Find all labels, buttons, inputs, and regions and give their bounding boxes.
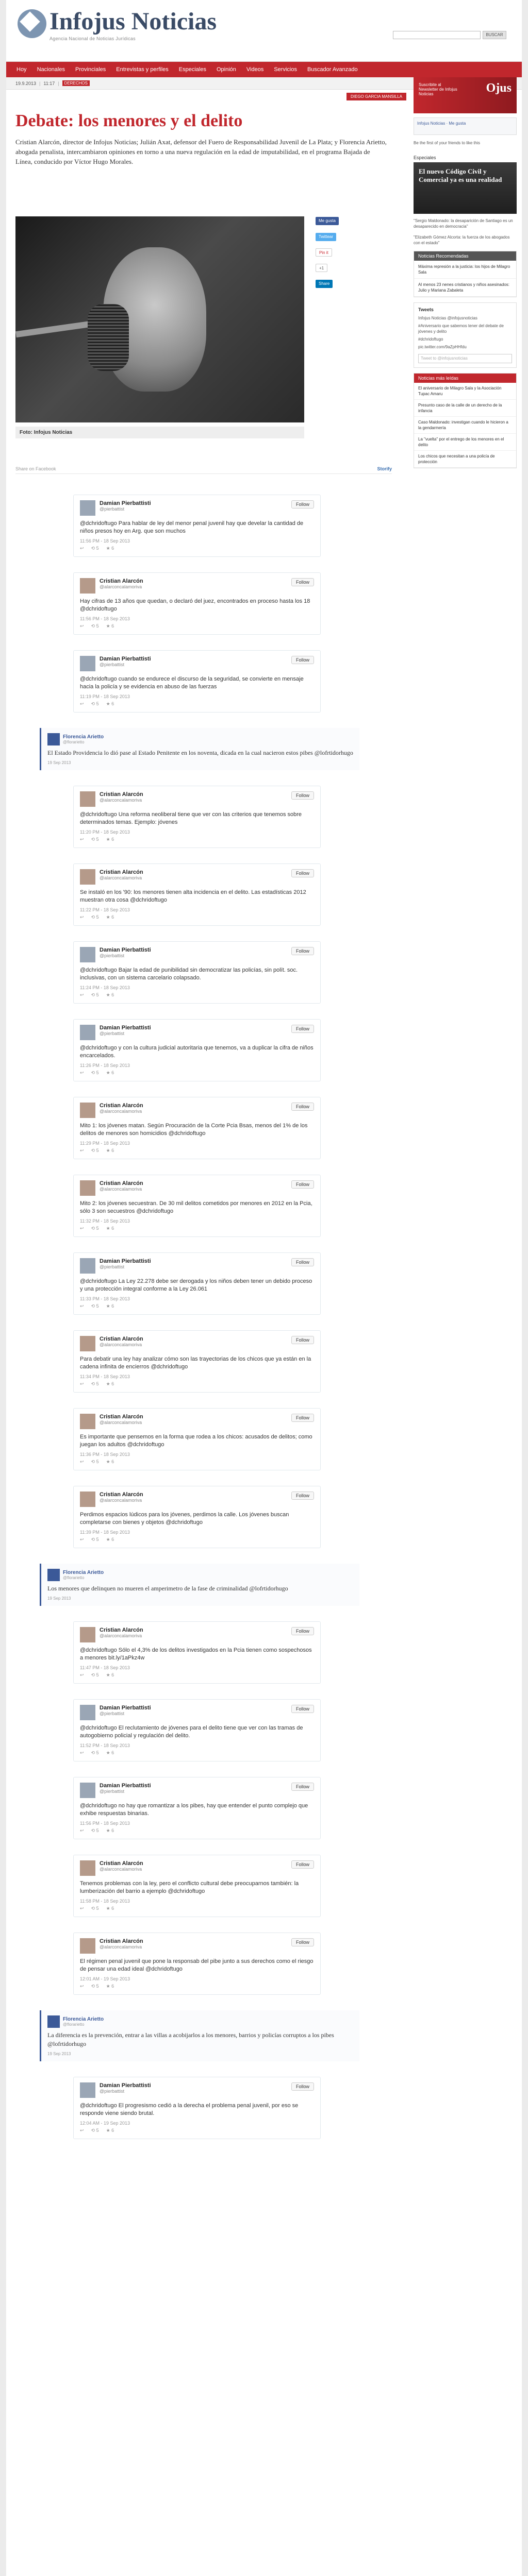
tweet-author[interactable]: Cristian Alarcón [100, 1103, 143, 1109]
tweet-time[interactable]: 11:29 PM - 18 Sep 2013 [80, 1141, 130, 1146]
favorite-icon[interactable]: ★ 6 [106, 1226, 114, 1231]
tweet-author[interactable]: Cristian Alarcón [100, 578, 143, 584]
avatar[interactable] [80, 578, 95, 594]
follow-button[interactable]: Follow [291, 1336, 314, 1344]
avatar[interactable] [80, 1103, 95, 1118]
follow-button[interactable]: Follow [291, 578, 314, 586]
site-header [6, 0, 522, 62]
favorite-icon[interactable]: ★ 6 [106, 914, 114, 920]
tweet-time[interactable]: 11:58 PM - 18 Sep 2013 [80, 1899, 130, 1904]
tweet-card [73, 572, 321, 635]
avatar[interactable] [80, 869, 95, 885]
reply-icon[interactable]: ↩ [80, 837, 84, 842]
tweet-handle[interactable]: @alarconcalamoriva [100, 1342, 142, 1347]
avatar[interactable] [80, 500, 95, 516]
avatar[interactable] [80, 947, 95, 962]
microphone-icon [88, 304, 129, 371]
reply-icon[interactable]: ↩ [80, 1148, 84, 1153]
follow-button[interactable]: Follow [291, 1783, 314, 1791]
retweet-icon[interactable]: ⟲ 5 [91, 2128, 99, 2133]
retweet-icon[interactable]: ⟲ 5 [91, 1984, 99, 1989]
twitter-widget-item[interactable]: #dchridoftugo [418, 337, 443, 342]
retweet-icon[interactable]: ⟲ 5 [91, 1906, 99, 1911]
tweet-author[interactable]: Cristian Alarcón [100, 1414, 143, 1420]
twitter-widget-item[interactable]: Infojus Noticias @infojusnoticias [418, 316, 477, 320]
avatar[interactable] [47, 2015, 60, 2028]
tweet-author[interactable]: Cristian Alarcón [100, 1627, 143, 1633]
linkedin-button[interactable]: Share [316, 280, 333, 288]
post-text: Los menores que delinquen no mueren el amperimetro de la fase de criminalidad @lofrtidorhugo [47, 1585, 288, 1592]
nav-item[interactable]: Provinciales [75, 66, 106, 73]
newsletter-banner[interactable] [414, 77, 517, 113]
follow-button[interactable]: Follow [291, 791, 314, 800]
facebook-promo: Be the first of your friends to like this [414, 141, 480, 145]
favorite-icon[interactable]: ★ 6 [106, 1750, 114, 1755]
reply-icon[interactable]: ↩ [80, 1070, 84, 1075]
logo-text: Infojus Noticias [50, 8, 217, 35]
tweet-handle[interactable]: @alarconcalamoriva [100, 875, 142, 880]
pinterest-button[interactable]: Pin it [316, 248, 332, 257]
tweet-text: @dchridoftugo Sólo el 4,3% de los delitos investigados en la Pcia tienen como sospechosos a menores bit.ly/1aPkz4w [80, 1647, 312, 1661]
tweet-time[interactable]: 11:56 PM - 18 Sep 2013 [80, 538, 130, 544]
reply-icon[interactable]: ↩ [80, 914, 84, 920]
tweet-card [73, 1933, 321, 1995]
follow-button[interactable]: Follow [291, 500, 314, 509]
reply-icon[interactable]: ↩ [80, 1303, 84, 1309]
avatar[interactable] [80, 1783, 95, 1798]
facebook-like-button[interactable]: Me gusta [316, 217, 339, 225]
site-logo[interactable] [18, 9, 217, 41]
post-text: El Estado Providencia lo dió pase al Estado Penitente en los noventa, dicada en la cual nacieron estos pibes @lofrtidorhugo [47, 749, 353, 756]
favorite-icon[interactable]: ★ 6 [106, 2128, 114, 2133]
avatar[interactable] [80, 791, 95, 807]
favorite-icon[interactable]: ★ 6 [106, 1148, 114, 1153]
avatar[interactable] [80, 1336, 95, 1351]
tweet-handle[interactable]: @pierbattist [100, 1789, 125, 1794]
especiales-title: El nuevo Código Civil y Comercial ya es una realidad [419, 167, 502, 183]
retweet-icon[interactable]: ⟲ 5 [91, 623, 99, 629]
favorite-icon[interactable]: ★ 6 [106, 1381, 114, 1386]
follow-button[interactable]: Follow [291, 1025, 314, 1033]
retweet-icon[interactable]: ⟲ 5 [91, 1070, 99, 1075]
retweet-icon[interactable]: ⟲ 5 [91, 1828, 99, 1833]
retweet-icon[interactable]: ⟲ 5 [91, 837, 99, 842]
reply-icon[interactable]: ↩ [80, 701, 84, 706]
tweet-author[interactable]: Damian Pierbattisti [100, 947, 151, 953]
author-badge[interactable]: DIEGO GARCIA MANSILLA [346, 93, 406, 100]
article-lead: Cristian Alarcón, director de Infojus Noticias; Julián Axat, defensor del Fuero de Responsabilidad Juvenil de La Plata; y Florencia Arietto, abogada penalista, intercambiaron opiniones en torno a una nueva regulación en la edad de imputabilidad, en el programa Bajada de Línea, conducido por Víctor Hugo Morales. [15, 138, 387, 165]
tweet-text: @dchridoftugo Para hablar de ley del menor penal juvenil hay que develar la cantidad de niños presos hoy en Arg. que son muchos [80, 520, 304, 534]
tweet-time[interactable]: 11:19 PM - 18 Sep 2013 [80, 694, 130, 699]
nav-item[interactable]: Buscador Avanzado [307, 66, 358, 73]
especiales-card[interactable] [414, 162, 517, 214]
tweet-author[interactable]: Damian Pierbattisti [100, 1025, 151, 1031]
facebook-widget[interactable] [414, 117, 517, 135]
follow-button[interactable]: Follow [291, 1103, 314, 1111]
nav-item[interactable]: Entrevistas y perfiles [116, 66, 169, 73]
tweet-time[interactable]: 11:52 PM - 18 Sep 2013 [80, 1743, 130, 1748]
favorite-icon[interactable]: ★ 6 [106, 623, 114, 629]
tweet-handle[interactable]: @alarconcalamoriva [100, 584, 142, 589]
storify-story [47, 495, 353, 2155]
tweet-card [73, 1855, 321, 1917]
post-text: La diferencia es la prevención, entrar a las villas a acobijarlos a los menores, barrios y policías corruptos a los pibes @lofrtidorhugo [47, 2031, 334, 2047]
tweet-author[interactable]: Cristian Alarcón [100, 1492, 143, 1498]
retweet-icon[interactable]: ⟲ 5 [91, 914, 99, 920]
tweet-author[interactable]: Damian Pierbattisti [100, 2082, 151, 2089]
storify-logo[interactable]: Storify [377, 466, 392, 471]
most-read-item[interactable]: Presunto caso de la calle de un derecho de la infancia [414, 400, 516, 417]
tweet-time[interactable]: 11:26 PM - 18 Sep 2013 [80, 1063, 130, 1068]
tweet-author[interactable]: Cristian Alarcón [100, 869, 143, 875]
storify-share-link[interactable]: Share on Facebook [15, 466, 56, 471]
facebook-post [40, 728, 359, 770]
tweet-text: @dchridoftugo El reclutamiento de jóvenes para el delito tiene que ver con las tramas de autogobierno policial y regulación del delito. [80, 1725, 303, 1739]
avatar[interactable] [80, 2082, 95, 2098]
tweet-card [73, 1777, 321, 1839]
twitter-widget-title: Tweets [418, 307, 434, 312]
tweet-text: Perdimos espacios lúdicos para los jóvenes, perdimos la calle. Los jóvenes buscan completarse con bienes y objetos @dchridoftugo [80, 1512, 289, 1526]
twitter-widget-item[interactable]: pic.twitter.com/9aZpHHfdu [418, 345, 467, 349]
tweet-author[interactable]: Damian Pierbattisti [100, 500, 151, 506]
follow-button[interactable]: Follow [291, 1258, 314, 1266]
avatar[interactable] [80, 656, 95, 671]
nav-item[interactable]: Especiales [178, 66, 206, 73]
retweet-icon[interactable]: ⟲ 5 [91, 546, 99, 551]
post-author[interactable]: Florencia Arietto [63, 2016, 104, 2022]
reply-icon[interactable]: ↩ [80, 623, 84, 629]
favorite-icon[interactable]: ★ 6 [106, 1672, 114, 1677]
tweet-card [73, 786, 321, 848]
tweet-time[interactable]: 11:36 PM - 18 Sep 2013 [80, 1452, 130, 1457]
tweet-handle[interactable]: @alarconcalamoriva [100, 1420, 142, 1425]
tweet-card [73, 650, 321, 713]
retweet-icon[interactable]: ⟲ 5 [91, 1303, 99, 1309]
most-read-title: Noticias más leídas [414, 374, 516, 383]
tweet-author[interactable]: Damian Pierbattisti [100, 1783, 151, 1789]
follow-button[interactable]: Follow [291, 869, 314, 877]
storify-header [15, 464, 392, 474]
follow-button[interactable]: Follow [291, 1860, 314, 1869]
tweet-text: @dchridoftugo La Ley 22.278 debe ser derogada y los niños deben tener un debido proceso y una protección integral conforme a la Ley 26.061 [80, 1278, 312, 1292]
facebook-post [40, 1564, 359, 1606]
facebook-post [40, 2010, 359, 2061]
tweet-time[interactable]: 11:47 PM - 18 Sep 2013 [80, 1665, 130, 1670]
social-share [316, 216, 372, 295]
related-link[interactable]: "Elizabeth Gómez Alcorta: la fuerza de los abogados con el estado" [414, 235, 510, 245]
tweet-handle[interactable]: @pierbattist [100, 1031, 125, 1036]
reply-icon[interactable]: ↩ [80, 2128, 84, 2133]
tweet-time[interactable]: 11:56 PM - 18 Sep 2013 [80, 616, 130, 621]
reply-icon[interactable]: ↩ [80, 1750, 84, 1755]
nav-item[interactable]: Hoy [16, 66, 27, 73]
tweet-author[interactable]: Cristian Alarcón [100, 1860, 143, 1867]
gplus-button[interactable]: +1 [316, 264, 327, 272]
search-input[interactable] [393, 31, 481, 39]
search-button[interactable]: BUSCAR [483, 31, 506, 39]
tweet-text: @dchridoftugo no hay que romantizar a los pibes, hay que entender el punto complejo que exhibe respuestas binarias. [80, 1803, 308, 1817]
follow-button[interactable]: Follow [291, 1627, 314, 1635]
main-nav [6, 62, 522, 77]
tweet-time[interactable]: 11:33 PM - 18 Sep 2013 [80, 1296, 130, 1301]
tweet-card [73, 1621, 321, 1684]
article-photo [15, 216, 304, 422]
most-read [414, 373, 517, 468]
tweet-card [73, 1408, 321, 1470]
section-badge[interactable]: DERECHOS [62, 80, 90, 86]
tweet-text: @dchridoftugo Bajar la edad de punibilidad sin democratizar las policías, sin polít. soc. inclusivas, con un sistema carcelario colapsado. [80, 967, 298, 981]
twitter-widget [414, 302, 517, 368]
tweet-handle[interactable]: @pierbattist [100, 506, 125, 512]
avatar[interactable] [80, 1705, 95, 1720]
avatar[interactable] [47, 1569, 60, 1581]
tweet-time[interactable]: 11:20 PM - 18 Sep 2013 [80, 829, 130, 835]
page [6, 0, 522, 2576]
favorite-icon[interactable]: ★ 6 [106, 837, 114, 842]
tweet-author[interactable]: Damian Pierbattisti [100, 1258, 151, 1264]
follow-button[interactable]: Follow [291, 1414, 314, 1422]
follow-button[interactable]: Follow [291, 2082, 314, 2091]
tweet-text: Para debatir una ley hay analizar cómo son las trayectorias de los chicos que ya están en la cadena infinita de encierros @dchridoftugo [80, 1356, 311, 1370]
tweet-author[interactable]: Cristian Alarcón [100, 1336, 143, 1342]
favorite-icon[interactable]: ★ 6 [106, 546, 114, 551]
reply-icon[interactable]: ↩ [80, 1906, 84, 1911]
favorite-icon[interactable]: ★ 6 [106, 1537, 114, 1542]
post-time[interactable]: 19 Sep 2013 [47, 760, 71, 765]
tweet-text: @dchridoftugo cuando se endurece el discurso de la seguridad, se convierte en mensaje hacia la policía y se evidencia en abuso de las fuerzas [80, 676, 304, 690]
logo-tagline: Agencia Nacional de Noticias Jurídicas [50, 36, 136, 41]
tweet-text: @dchridoftugo y con la cultura judicial autoritaria que tenemos, va a duplicar la cifra de niños encarcelados. [80, 1045, 314, 1059]
most-read-item[interactable]: Los chicos que necesitan a una policía de protección [414, 451, 516, 468]
post-author[interactable]: Florencia Arietto [63, 1570, 104, 1575]
reply-icon[interactable]: ↩ [80, 1226, 84, 1231]
retweet-icon[interactable]: ⟲ 5 [91, 1750, 99, 1755]
tweet-card [73, 1175, 321, 1237]
favorite-icon[interactable]: ★ 6 [106, 1984, 114, 1989]
tweet-handle[interactable]: @alarconcalamoriva [100, 1187, 142, 1192]
follow-button[interactable]: Follow [291, 1938, 314, 1946]
tweet-author[interactable]: Damian Pierbattisti [100, 1705, 151, 1711]
tweet-card [73, 1097, 321, 1159]
related-link[interactable]: "Sergio Maldonado: la desaparición de Santiago es un desaparecido en democracia" [414, 218, 513, 229]
photo-caption: Foto: Infojus Noticias [15, 427, 304, 438]
article-meta: 19.9.2013 | 11:17 | DERECHOS [6, 77, 522, 90]
favorite-icon[interactable]: ★ 6 [106, 992, 114, 997]
tweet-author[interactable]: Cristian Alarcón [100, 1938, 143, 1944]
avatar[interactable] [80, 1492, 95, 1507]
tweet-handle[interactable]: @pierbattist [100, 662, 125, 667]
favorite-icon[interactable]: ★ 6 [106, 1459, 114, 1464]
reply-icon[interactable]: ↩ [80, 1828, 84, 1833]
tweet-card [73, 1699, 321, 1761]
article-time: 11:17 [43, 80, 55, 86]
nav-item[interactable]: Videos [246, 66, 264, 73]
nav-item[interactable]: Opinión [216, 66, 236, 73]
article-main [15, 111, 407, 166]
tweet-card [73, 495, 321, 557]
twitter-widget-item: #Aniversario que sabemos tener del debate de jóvenes y delito [418, 324, 504, 334]
avatar[interactable] [80, 1627, 95, 1642]
tweet-handle[interactable]: @alarconcalamoriva [100, 1633, 142, 1638]
tweet-time[interactable]: 11:34 PM - 18 Sep 2013 [80, 1374, 130, 1379]
avatar[interactable] [80, 1258, 95, 1274]
retweet-icon[interactable]: ⟲ 5 [91, 1381, 99, 1386]
recommended-title: Noticias Recomendadas [414, 251, 516, 261]
tweet-text: Se instaló en los '90: los menores tienen alta incidencia en el delito. Las estadísticas 2012 muestran otra cosa @dchridoftugo [80, 889, 306, 903]
retweet-icon[interactable]: ⟲ 5 [91, 1537, 99, 1542]
tweet-handle[interactable]: @pierbattist [100, 2089, 125, 2094]
follow-button[interactable]: Follow [291, 1492, 314, 1500]
tweet-author[interactable]: Damian Pierbattisti [100, 656, 151, 662]
sidebar [414, 77, 517, 468]
tweet-handle[interactable]: @alarconcalamoriva [100, 1867, 142, 1872]
avatar[interactable] [80, 1938, 95, 1954]
retweet-icon[interactable]: ⟲ 5 [91, 1148, 99, 1153]
reply-icon[interactable]: ↩ [80, 1537, 84, 1542]
tweet-time[interactable]: 12:04 AM - 19 Sep 2013 [80, 2121, 130, 2126]
avatar[interactable] [80, 1025, 95, 1040]
logo-icon [18, 9, 46, 38]
post-handle[interactable]: @florarietto [63, 740, 85, 744]
tweet-handle[interactable]: @alarconcalamoriva [100, 798, 142, 803]
reply-icon[interactable]: ↩ [80, 1459, 84, 1464]
tweet-card [73, 1486, 321, 1548]
tweet-text: Tenemos problemas con la ley, pero el conflicto cultural debe preocuparnos también: la lumberización del barrio a ejemplo @dchridoftugo [80, 1880, 299, 1894]
article-date: 19.9.2013 [15, 80, 37, 86]
post-author[interactable]: Florencia Arietto [63, 734, 104, 740]
post-handle[interactable]: @florarietto [63, 1575, 85, 1580]
most-read-item[interactable]: El aniversario de Milagro Sala y la Asociación Tupac Amaru [414, 383, 516, 400]
retweet-icon[interactable]: ⟲ 5 [91, 1459, 99, 1464]
tweet-card [73, 1252, 321, 1315]
facebook-widget-label: Infojus Noticias · Me gusta [417, 121, 466, 126]
reply-icon[interactable]: ↩ [80, 1381, 84, 1386]
tweet-handle[interactable]: @pierbattist [100, 1711, 125, 1716]
especiales-label: Especiales [414, 155, 436, 160]
nav-item[interactable]: Nacionales [37, 66, 65, 73]
most-read-item[interactable]: Caso Maldonado: investigan cuando le hicieron a la gendarmería [414, 417, 516, 434]
reply-icon[interactable]: ↩ [80, 546, 84, 551]
avatar[interactable] [80, 1860, 95, 1876]
tweet-author[interactable]: Cristian Alarcón [100, 1180, 143, 1187]
recommended-item[interactable]: Máxima represión a la justicia: los hijos de Milagro Sala [414, 261, 516, 279]
tweet-handle[interactable]: @alarconcalamoriva [100, 1944, 142, 1950]
tweet-text: @dchridoftugo El progresismo cedió a la derecha el problema penal juvenil, por eso se responde viene siendo brutal. [80, 2103, 299, 2116]
tweet-card [73, 2077, 321, 2139]
tweet-text: Mito 2: los jóvenes secuestran. De 30 mil delitos cometidos por menores en 2012 en la Pcia, sólo 3 son secuestros @dchridoftugo [80, 1200, 312, 1214]
tweet-time[interactable]: 11:24 PM - 18 Sep 2013 [80, 985, 130, 990]
favorite-icon[interactable]: ★ 6 [106, 701, 114, 706]
avatar[interactable] [80, 1180, 95, 1196]
favorite-icon[interactable]: ★ 6 [106, 1828, 114, 1833]
tweet-author[interactable]: Cristian Alarcón [100, 791, 143, 798]
follow-button[interactable]: Follow [291, 656, 314, 664]
tweet-time[interactable]: 11:39 PM - 18 Sep 2013 [80, 1530, 130, 1535]
avatar[interactable] [80, 1414, 95, 1429]
tweet-handle[interactable]: @alarconcalamoriva [100, 1498, 142, 1503]
recommended-item[interactable]: Al menos 23 nenes cristianos y niños asesinados: Julio y Mariana Zabaleta [414, 279, 516, 297]
avatar[interactable] [47, 733, 60, 745]
favorite-icon[interactable]: ★ 6 [106, 1906, 114, 1911]
retweet-icon[interactable]: ⟲ 5 [91, 1672, 99, 1677]
tweet-card [73, 863, 321, 926]
post-time[interactable]: 19 Sep 2013 [47, 1596, 71, 1601]
favorite-icon[interactable]: ★ 6 [106, 1303, 114, 1309]
tweet-text: @dchridoftugo Una reforma neoliberal tiene que ver con las criterios que tenemos sobre determinados temas. Ejemplo: jóvenes [80, 811, 302, 825]
retweet-icon[interactable]: ⟲ 5 [91, 992, 99, 997]
post-time[interactable]: 19 Sep 2013 [47, 2052, 71, 2056]
retweet-icon[interactable]: ⟲ 5 [91, 701, 99, 706]
twitter-share-button[interactable]: Twittear [316, 233, 336, 241]
tweet-handle[interactable]: @pierbattist [100, 953, 125, 958]
tweet-card [73, 1330, 321, 1393]
tweet-time[interactable]: 12:01 AM - 19 Sep 2013 [80, 1976, 130, 1981]
tweet-to-input[interactable]: Tweet to @infojusnoticias [418, 354, 512, 363]
follow-button[interactable]: Follow [291, 1705, 314, 1713]
tweet-text: Mito 1: los jóvenes matan. Según Procuración de la Corte Pcia Bsas, menos del 1% de los delitos de menores son homicidios @dchridoftugo [80, 1123, 308, 1137]
nav-item[interactable]: Servicios [274, 66, 297, 73]
most-read-item[interactable]: La "vuelta" por el entrego de los menores en el delito [414, 434, 516, 451]
favorite-icon[interactable]: ★ 6 [106, 1070, 114, 1075]
tweet-text: Hay cifras de 13 años que quedan, o declaró del juez, encontrados en proceso hasta los 18 @dchridoftugo [80, 598, 310, 612]
reply-icon[interactable]: ↩ [80, 1672, 84, 1677]
banner-subtitle: Suscribite al Newsletter de Infojus Noticias [419, 82, 457, 96]
tweet-handle[interactable]: @alarconcalamoriva [100, 1109, 142, 1114]
tweet-time[interactable]: 11:32 PM - 18 Sep 2013 [80, 1218, 130, 1224]
retweet-icon[interactable]: ⟲ 5 [91, 1226, 99, 1231]
tweet-time[interactable]: 11:22 PM - 18 Sep 2013 [80, 907, 130, 912]
tweet-card [73, 1019, 321, 1081]
tweet-text: El régimen penal juvenil que pone la responsab del pibe junto a sus derechos como el riesgo de pensar una edad ideal @dchridoftugo [80, 1958, 314, 1972]
reply-icon[interactable]: ↩ [80, 1984, 84, 1989]
tweet-handle[interactable]: @pierbattist [100, 1264, 125, 1269]
tweet-text: Es importante que pensemos en la forma que rodea a los chicos: acusados de delitos; como juegan los adultos @dchridoftugo [80, 1434, 312, 1448]
follow-button[interactable]: Follow [291, 1180, 314, 1189]
reply-icon[interactable]: ↩ [80, 992, 84, 997]
follow-button[interactable]: Follow [291, 947, 314, 955]
banner-title: Ojus [486, 81, 512, 95]
article-title: Debate: los menores y el delito [15, 111, 243, 130]
tweet-card [73, 941, 321, 1004]
post-handle[interactable]: @florarietto [63, 2022, 85, 2027]
recommended-news [414, 251, 517, 297]
tweet-time[interactable]: 11:56 PM - 18 Sep 2013 [80, 1821, 130, 1826]
